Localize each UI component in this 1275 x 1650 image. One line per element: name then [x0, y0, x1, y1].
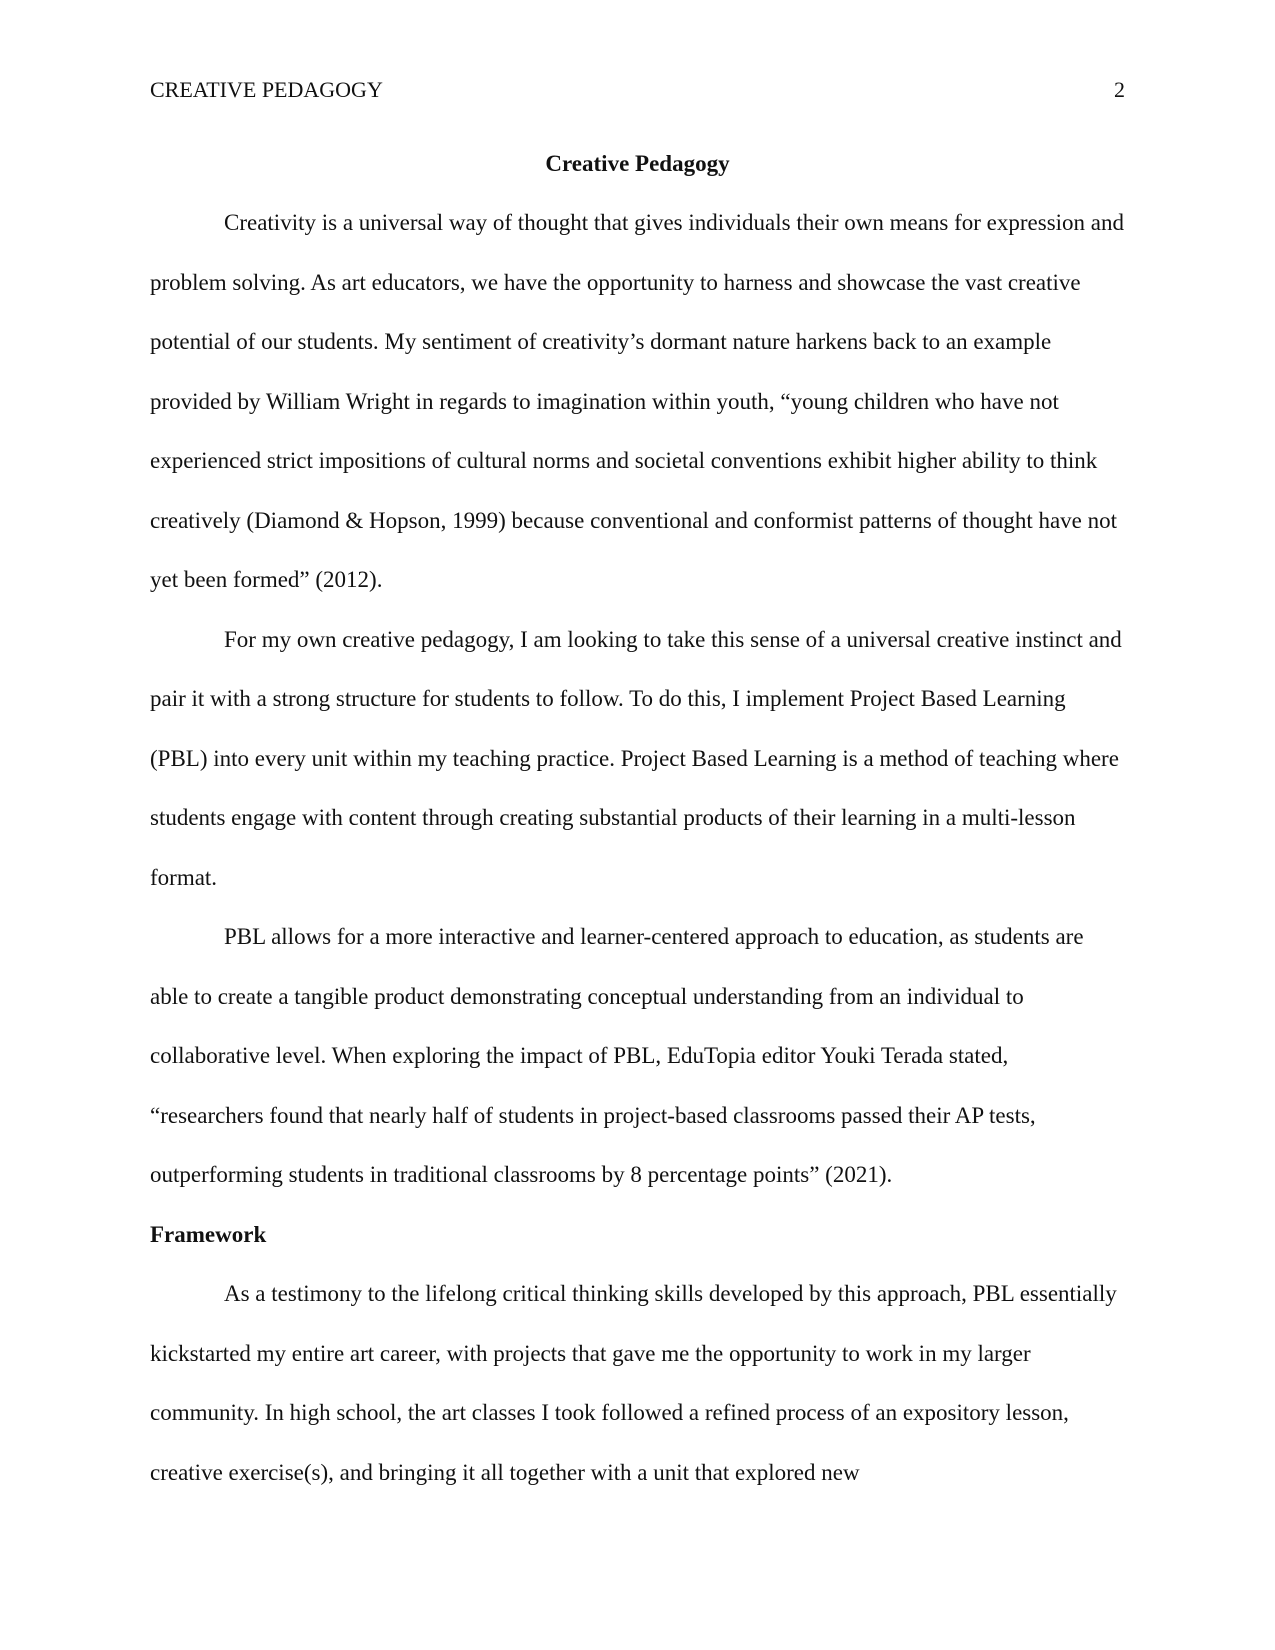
paragraph-pbl: PBL allows for a more interactive and learner-centered approach to education, as students are able to create a tangible product demonstrating conceptual understanding from an individual to collaborative level. When exploring the impact of PBL, EduTopia editor Youki Terada stated, “researchers found that nearly half of students in project-based classrooms passed their AP tests, outperforming students in traditional classrooms by 8 percentage points” (2021).	[150, 924, 1084, 1187]
running-header	[150, 75, 1125, 105]
document-body	[150, 135, 1125, 1502]
running-head-title: CREATIVE PEDAGOGY	[150, 77, 383, 102]
paragraph-framework: As a testimony to the lifelong critical thinking skills developed by this approach, PBL essentially kickstarted my entire art career, with projects that gave me the opportunity to work in my larger community. In high school, the art classes I took followed a refined process of an expository lesson, creative exercise(s), and bringing it all together with a unit that explored new	[150, 1281, 1117, 1485]
paragraph-own-pedagogy: For my own creative pedagogy, I am looking to take this sense of a universal creative instinct and pair it with a strong structure for students to follow. To do this, I implement Project Based Learning (PBL) into every unit within my teaching practice. Project Based Learning is a method of teaching where students engage with content through creating substantial products of their learning in a multi-lesson format.	[150, 626, 1122, 890]
document-title: Creative Pedagogy	[545, 151, 730, 176]
page-number: 2	[1114, 77, 1125, 102]
section-heading-framework: Framework	[150, 1221, 267, 1247]
paragraph-creativity: Creativity is a universal way of thought that gives individuals their own means for expression and problem solving. As art educators, we have the opportunity to harness and showcase the vast creative potential of our students. My sentiment of creativity’s dormant nature harkens back to an example provided by William Wright in regards to imagination within youth, “young children who have not experienced strict impositions of cultural norms and societal conventions exhibit higher ability to think creatively (Diamond & Hopson, 1999) because conventional and conformist patterns of thought have not yet been formed” (2012).	[150, 210, 1125, 592]
